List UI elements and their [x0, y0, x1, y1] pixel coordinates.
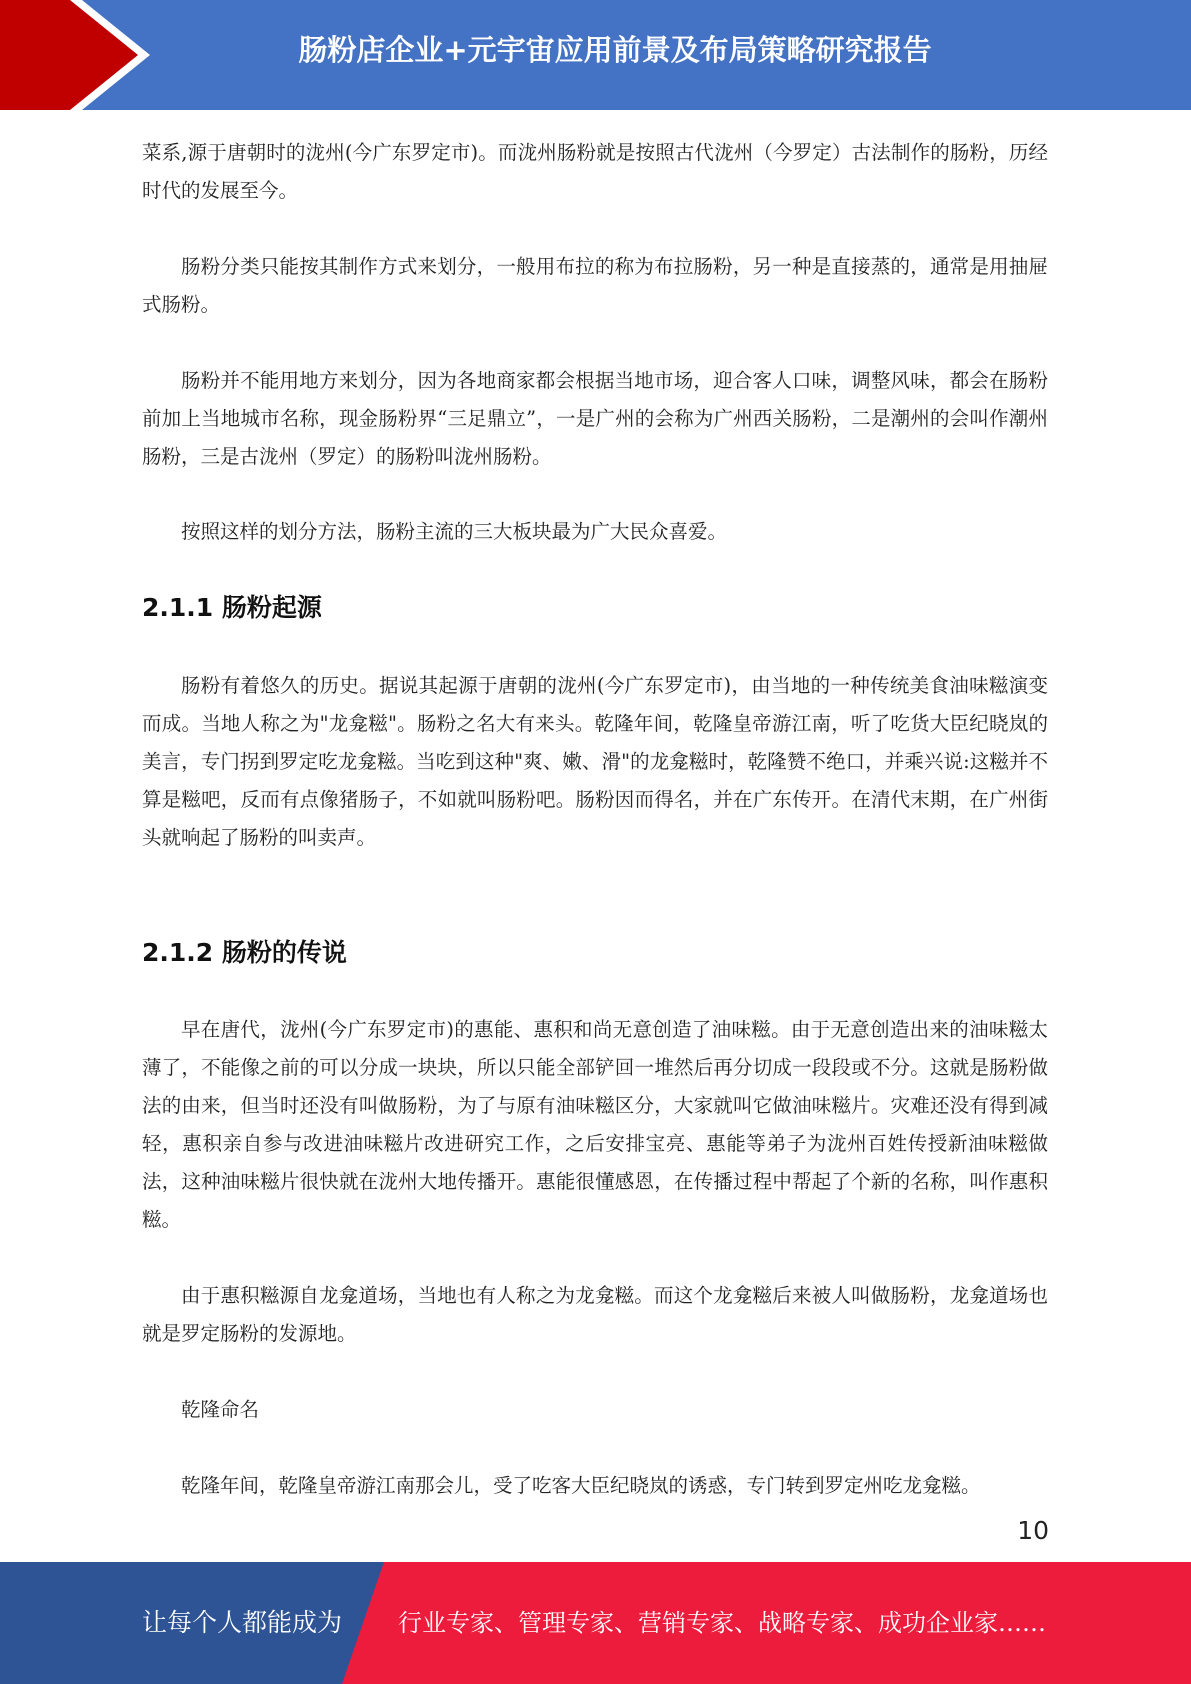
paragraph: 由于惠积糍源自龙龛道场，当地也有人称之为龙龛糍。而这个龙龛糍后来被人叫做肠粉，龙龛道场也就是罗定肠粉的发源地。: [142, 1284, 1048, 1345]
page-footer: [0, 1562, 1191, 1684]
section-heading: 2.1.2 肠粉的传说: [142, 938, 347, 967]
footer-slogan-left: 让每个人都能成为: [142, 1608, 343, 1637]
paragraph: 乾隆命名: [181, 1398, 260, 1421]
paragraph: 肠粉并不能用地方来划分，因为各地商家都会根据当地市场，迎合客人口味，调整风味，都会在肠粉前加上当地城市名称，现金肠粉界“三足鼎立”，一是广州的会称为广州西关肠粉，二是潮州的会叫作潮州肠粉，三是古泷州（罗定）的肠粉叫泷州肠粉。: [142, 369, 1048, 468]
paragraph: 早在唐代，泷州(今广东罗定市)的惠能、惠积和尚无意创造了油味糍。由于无意创造出来的油味糍太薄了，不能像之前的可以分成一块块，所以只能全部铲回一堆然后再分切成一段段或不分。这就是肠粉做法的由来，但当时还没有叫做肠粉，为了与原有油味糍区分，大家就叫它做油味糍片。灾难还没有得到减轻，惠积亲自参与改进油味糍片改进研究工作，之后安排宝亮、惠能等弟子为泷州百姓传授新油味糍做法，这种油味糍片很快就在泷州大地传播开。惠能很懂感恩，在传播过程中帮起了个新的名称，叫作惠积糍。: [142, 1018, 1048, 1231]
paragraph: 菜系,源于唐朝时的泷州(今广东罗定市)。而泷州肠粉就是按照古代泷州（今罗定）古法制作的肠粉，历经时代的发展至今。: [142, 141, 1048, 202]
paragraph: 肠粉有着悠久的历史。据说其起源于唐朝的泷州(今广东罗定市)，由当地的一种传统美食油味糍演变而成。当地人称之为"龙龛糍"。肠粉之名大有来头。乾隆年间，乾隆皇帝游江南，听了吃货大臣纪晓岚的美言，专门拐到罗定吃龙龛糍。当吃到这种"爽、嫩、滑"的龙龛糍时，乾隆赞不绝口，并乘兴说:这糍并不算是糍吧，反而有点像猪肠子，不如就叫肠粉吧。肠粉因而得名，并在广东传开。在清代末期，在广州街头就响起了肠粉的叫卖声。: [142, 674, 1048, 849]
footer-slogan-right: 行业专家、管理专家、营销专家、战略专家、成功企业家……: [398, 1609, 1046, 1637]
report-title: 肠粉店企业+元宇宙应用前景及布局策略研究报告: [298, 33, 932, 67]
page-header: [0, 0, 1191, 110]
section-heading: 2.1.1 肠粉起源: [142, 593, 322, 622]
paragraph: 按照这样的划分方法，肠粉主流的三大板块最为广大民众喜爱。: [181, 520, 728, 543]
paragraph: 乾隆年间，乾隆皇帝游江南那会儿，受了吃客大臣纪晓岚的诱惑，专门转到罗定州吃龙龛糍。: [181, 1474, 981, 1497]
paragraph: 肠粉分类只能按其制作方式来划分，一般用布拉的称为布拉肠粉，另一种是直接蒸的，通常是用抽屉式肠粉。: [142, 255, 1048, 316]
page-number: 10: [1017, 1516, 1049, 1545]
